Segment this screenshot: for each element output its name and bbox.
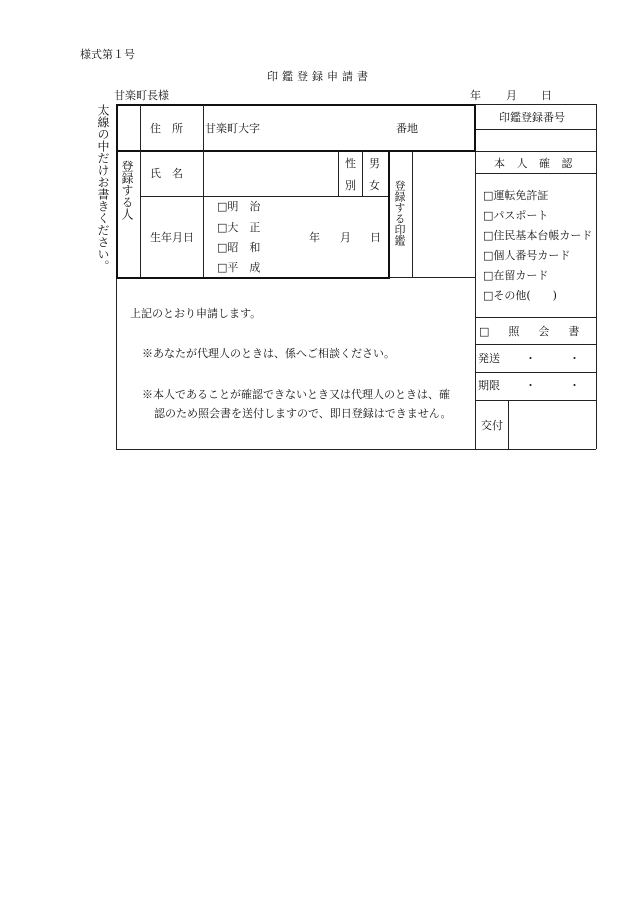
id-option[interactable]: □在留カード (483, 269, 549, 282)
inquiry-top-line (476, 317, 596, 318)
registrant-label: 登録する人 (120, 160, 134, 220)
apply-note: 上記のとおり申請します。 (130, 307, 262, 320)
name-birth-divider (140, 196, 388, 197)
name-label: 氏 名 (150, 167, 183, 180)
era-option[interactable]: □明 治 (217, 200, 261, 213)
era-option[interactable]: □平 成 (217, 261, 261, 274)
issued-label: 交付 (481, 419, 503, 432)
label-column-line (203, 105, 204, 277)
issued-divider (508, 400, 509, 449)
form-number: 様式第１号 (80, 48, 135, 61)
sent-top-line (476, 344, 596, 345)
side-note: 太線の中だけお書きください。 (96, 104, 110, 272)
identity-note-line2: 認のため照会書を送付しますので、即日登録はできません。 (154, 407, 452, 420)
reg-number-label: 印鑑登録番号 (499, 111, 565, 124)
right-panel-divider (475, 104, 476, 449)
form-bottom-border (116, 449, 596, 450)
seal-label: 登録する印鑑 (393, 180, 406, 246)
date-day-label: 日 (541, 89, 552, 102)
form-title: 印鑑登録申請書 (267, 70, 372, 83)
identity-top-line (476, 151, 596, 152)
male-option[interactable]: 男 (369, 157, 380, 170)
date-month-label: 月 (506, 89, 517, 102)
agent-note: ※あなたが代理人のときは、係へご相談ください。 (142, 347, 395, 360)
deadline-label: 期限 (478, 379, 500, 392)
sent-dots: ・ ・ (525, 352, 580, 365)
birth-year-label: 年 (309, 231, 320, 244)
sex-label-1: 性 (345, 157, 356, 170)
seal-label-divider (412, 152, 413, 278)
issued-top-line (476, 400, 596, 401)
reg-number-line (476, 129, 596, 130)
banchi-label: 番地 (396, 122, 418, 135)
sex-label-2: 別 (345, 179, 356, 192)
sex-divider-2 (362, 151, 363, 196)
deadline-top-line (476, 372, 596, 373)
era-option[interactable]: □昭 和 (217, 241, 261, 254)
addressee: 甘楽町長様 (114, 89, 169, 102)
address-prefix: 甘楽町大字 (205, 122, 260, 135)
sent-label: 発送 (478, 352, 500, 365)
id-option[interactable]: □運転免許証 (483, 189, 549, 202)
inquiry-header[interactable]: □ 照 会 書 (479, 325, 584, 338)
date-year-label: 年 (470, 89, 481, 102)
id-option[interactable]: □住民基本台帳カード (483, 229, 593, 242)
id-option[interactable]: □その他( ) (483, 289, 557, 302)
birth-month-label: 月 (340, 231, 351, 244)
form-right-border (596, 104, 597, 449)
registrant-column-line (140, 105, 141, 277)
identity-header-line (476, 173, 596, 174)
sex-divider-1 (338, 151, 339, 196)
id-option[interactable]: □個人番号カード (483, 249, 571, 262)
address-label: 住 所 (150, 122, 183, 135)
deadline-dots: ・ ・ (525, 379, 580, 392)
birth-day-label: 日 (370, 231, 381, 244)
seal-bottom-line (389, 277, 475, 278)
id-option[interactable]: □パスポート (483, 209, 549, 222)
era-option[interactable]: □大 正 (217, 221, 261, 234)
identity-header: 本 人 確 認 (494, 157, 577, 170)
identity-note-line1: ※本人であることが確認できないとき又は代理人のときは、確 (142, 388, 450, 401)
female-option[interactable]: 女 (369, 179, 380, 192)
birth-label: 生年月日 (150, 231, 194, 244)
